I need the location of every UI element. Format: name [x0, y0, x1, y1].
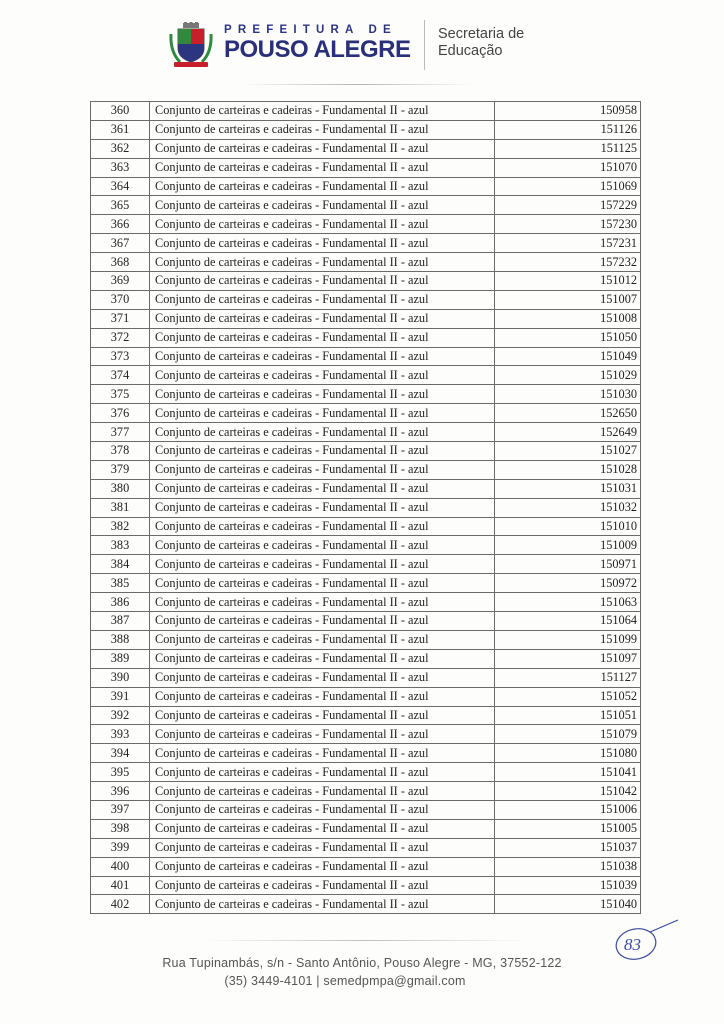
patrimony-number-cell: 151006 [495, 800, 641, 819]
patrimony-number-cell: 151009 [495, 536, 641, 555]
item-description-cell: Conjunto de carteiras e cadeiras - Fundamental II - azul [150, 876, 495, 895]
item-number-cell: 376 [91, 404, 150, 423]
item-number-cell: 373 [91, 347, 150, 366]
item-number-cell: 365 [91, 196, 150, 215]
item-number-cell: 361 [91, 120, 150, 139]
item-number-cell: 380 [91, 479, 150, 498]
item-number-cell: 364 [91, 177, 150, 196]
item-description-cell: Conjunto de carteiras e cadeiras - Fundamental II - azul [150, 253, 495, 272]
item-description-cell: Conjunto de carteiras e cadeiras - Fundamental II - azul [150, 272, 495, 291]
table-row [91, 593, 641, 612]
item-number-cell: 394 [91, 744, 150, 763]
handwritten-page-number [608, 918, 688, 966]
table-row [91, 649, 641, 668]
patrimony-number-cell: 151038 [495, 857, 641, 876]
table-row [91, 120, 641, 139]
patrimony-number-cell: 152649 [495, 423, 641, 442]
patrimony-number-cell: 151031 [495, 479, 641, 498]
item-description-cell: Conjunto de carteiras e cadeiras - Fundamental II - azul [150, 309, 495, 328]
table-row [91, 725, 641, 744]
item-description-cell: Conjunto de carteiras e cadeiras - Fundamental II - azul [150, 102, 495, 121]
table-row [91, 687, 641, 706]
item-number-cell: 366 [91, 215, 150, 234]
patrimony-number-cell: 151052 [495, 687, 641, 706]
patrimony-number-cell: 150972 [495, 574, 641, 593]
patrimony-number-cell: 151039 [495, 876, 641, 895]
patrimony-number-cell: 151012 [495, 272, 641, 291]
table-row [91, 347, 641, 366]
patrimony-number-cell: 151051 [495, 706, 641, 725]
item-description-cell: Conjunto de carteiras e cadeiras - Fundamental II - azul [150, 328, 495, 347]
table-row [91, 479, 641, 498]
table-row [91, 328, 641, 347]
table-row [91, 612, 641, 631]
item-description-cell: Conjunto de carteiras e cadeiras - Fundamental II - azul [150, 290, 495, 309]
patrimony-number-cell: 151063 [495, 593, 641, 612]
patrimony-number-cell: 151028 [495, 460, 641, 479]
item-description-cell: Conjunto de carteiras e cadeiras - Fundamental II - azul [150, 800, 495, 819]
item-description-cell: Conjunto de carteiras e cadeiras - Fundamental II - azul [150, 668, 495, 687]
table-row [91, 366, 641, 385]
table-row [91, 215, 641, 234]
footer-contact: (35) 3449-4101 | semedpmpa@gmail.com [224, 974, 466, 988]
table-row [91, 574, 641, 593]
letterhead [168, 18, 568, 72]
item-number-cell: 393 [91, 725, 150, 744]
table-row [91, 253, 641, 272]
item-number-cell: 362 [91, 139, 150, 158]
footer-rule [200, 940, 530, 941]
item-number-cell: 363 [91, 158, 150, 177]
patrimony-number-cell: 151037 [495, 838, 641, 857]
item-description-cell: Conjunto de carteiras e cadeiras - Fundamental II - azul [150, 763, 495, 782]
footer-address: Rua Tupinambás, s/n - Santo Antônio, Pouso Alegre - MG, 37552-122 [162, 956, 562, 970]
item-description-cell: Conjunto de carteiras e cadeiras - Fundamental II - azul [150, 120, 495, 139]
patrimony-number-cell: 151041 [495, 763, 641, 782]
table-row [91, 876, 641, 895]
patrimony-number-cell: 151029 [495, 366, 641, 385]
item-description-cell: Conjunto de carteiras e cadeiras - Fundamental II - azul [150, 177, 495, 196]
page-number-text: 83 [624, 935, 641, 954]
item-description-cell: Conjunto de carteiras e cadeiras - Fundamental II - azul [150, 593, 495, 612]
patrimony-number-cell: 151027 [495, 442, 641, 461]
item-number-cell: 379 [91, 460, 150, 479]
table-row [91, 819, 641, 838]
patrimony-number-cell: 157229 [495, 196, 641, 215]
patrimony-number-cell: 151007 [495, 290, 641, 309]
patrimony-number-cell: 151097 [495, 649, 641, 668]
item-description-cell: Conjunto de carteiras e cadeiras - Fundamental II - azul [150, 366, 495, 385]
item-number-cell: 392 [91, 706, 150, 725]
item-description-cell: Conjunto de carteiras e cadeiras - Fundamental II - azul [150, 744, 495, 763]
table-row [91, 102, 641, 121]
item-number-cell: 370 [91, 290, 150, 309]
table-row [91, 234, 641, 253]
item-number-cell: 397 [91, 800, 150, 819]
item-description-cell: Conjunto de carteiras e cadeiras - Fundamental II - azul [150, 630, 495, 649]
item-number-cell: 389 [91, 649, 150, 668]
table-row [91, 800, 641, 819]
patrimony-number-cell: 151127 [495, 668, 641, 687]
item-description-cell: Conjunto de carteiras e cadeiras - Fundamental II - azul [150, 423, 495, 442]
patrimony-number-cell: 150971 [495, 555, 641, 574]
table-row [91, 744, 641, 763]
item-description-cell: Conjunto de carteiras e cadeiras - Fundamental II - azul [150, 612, 495, 631]
patrimony-number-cell: 151079 [495, 725, 641, 744]
table-row [91, 158, 641, 177]
item-description-cell: Conjunto de carteiras e cadeiras - Fundamental II - azul [150, 517, 495, 536]
table-row [91, 895, 641, 914]
item-description-cell: Conjunto de carteiras e cadeiras - Fundamental II - azul [150, 196, 495, 215]
item-number-cell: 396 [91, 782, 150, 801]
item-description-cell: Conjunto de carteiras e cadeiras - Fundamental II - azul [150, 385, 495, 404]
patrimony-number-cell: 151049 [495, 347, 641, 366]
department-line-1: Secretaria de [438, 26, 525, 42]
table-row [91, 706, 641, 725]
table-row [91, 309, 641, 328]
item-description-cell: Conjunto de carteiras e cadeiras - Fundamental II - azul [150, 782, 495, 801]
brand-city-name: POUSO ALEGRE [224, 36, 411, 63]
item-description-cell: Conjunto de carteiras e cadeiras - Fundamental II - azul [150, 687, 495, 706]
table-row [91, 272, 641, 291]
table-row [91, 498, 641, 517]
patrimony-number-cell: 151032 [495, 498, 641, 517]
item-number-cell: 401 [91, 876, 150, 895]
table-row [91, 630, 641, 649]
item-number-cell: 377 [91, 423, 150, 442]
item-description-cell: Conjunto de carteiras e cadeiras - Fundamental II - azul [150, 725, 495, 744]
table-row [91, 177, 641, 196]
item-number-cell: 369 [91, 272, 150, 291]
patrimony-number-cell: 151040 [495, 895, 641, 914]
item-number-cell: 360 [91, 102, 150, 121]
table-row [91, 517, 641, 536]
patrimony-number-cell: 152650 [495, 404, 641, 423]
header-rule [240, 84, 475, 85]
item-description-cell: Conjunto de carteiras e cadeiras - Fundamental II - azul [150, 139, 495, 158]
item-number-cell: 387 [91, 612, 150, 631]
item-number-cell: 372 [91, 328, 150, 347]
item-number-cell: 385 [91, 574, 150, 593]
item-description-cell: Conjunto de carteiras e cadeiras - Fundamental II - azul [150, 404, 495, 423]
item-description-cell: Conjunto de carteiras e cadeiras - Fundamental II - azul [150, 215, 495, 234]
item-number-cell: 398 [91, 819, 150, 838]
item-number-cell: 382 [91, 517, 150, 536]
item-number-cell: 395 [91, 763, 150, 782]
item-number-cell: 375 [91, 385, 150, 404]
patrimony-number-cell: 151080 [495, 744, 641, 763]
patrimony-number-cell: 151008 [495, 309, 641, 328]
item-number-cell: 368 [91, 253, 150, 272]
patrimony-number-cell: 151042 [495, 782, 641, 801]
table-row [91, 460, 641, 479]
patrimony-number-cell: 151064 [495, 612, 641, 631]
item-description-cell: Conjunto de carteiras e cadeiras - Fundamental II - azul [150, 460, 495, 479]
item-description-cell: Conjunto de carteiras e cadeiras - Fundamental II - azul [150, 574, 495, 593]
table-row [91, 555, 641, 574]
item-number-cell: 367 [91, 234, 150, 253]
table-row [91, 290, 641, 309]
item-description-cell: Conjunto de carteiras e cadeiras - Fundamental II - azul [150, 158, 495, 177]
item-number-cell: 386 [91, 593, 150, 612]
item-description-cell: Conjunto de carteiras e cadeiras - Fundamental II - azul [150, 347, 495, 366]
table-row [91, 139, 641, 158]
item-number-cell: 390 [91, 668, 150, 687]
coat-of-arms-icon [168, 22, 214, 68]
item-description-cell: Conjunto de carteiras e cadeiras - Fundamental II - azul [150, 895, 495, 914]
item-number-cell: 374 [91, 366, 150, 385]
item-number-cell: 381 [91, 498, 150, 517]
item-description-cell: Conjunto de carteiras e cadeiras - Fundamental II - azul [150, 479, 495, 498]
table-row [91, 782, 641, 801]
item-description-cell: Conjunto de carteiras e cadeiras - Fundamental II - azul [150, 649, 495, 668]
item-description-cell: Conjunto de carteiras e cadeiras - Fundamental II - azul [150, 536, 495, 555]
item-description-cell: Conjunto de carteiras e cadeiras - Fundamental II - azul [150, 819, 495, 838]
patrimony-number-cell: 151069 [495, 177, 641, 196]
table-row [91, 196, 641, 215]
item-number-cell: 383 [91, 536, 150, 555]
item-number-cell: 371 [91, 309, 150, 328]
table-row [91, 857, 641, 876]
patrimony-number-cell: 151030 [495, 385, 641, 404]
item-number-cell: 378 [91, 442, 150, 461]
table-row [91, 423, 641, 442]
item-number-cell: 388 [91, 630, 150, 649]
department-line-2: Educação [438, 43, 503, 59]
department-name [438, 26, 524, 60]
patrimony-number-cell: 151005 [495, 819, 641, 838]
patrimony-number-cell: 151070 [495, 158, 641, 177]
item-number-cell: 391 [91, 687, 150, 706]
header-divider [424, 20, 425, 70]
patrimony-number-cell: 157231 [495, 234, 641, 253]
item-number-cell: 402 [91, 895, 150, 914]
table-row [91, 442, 641, 461]
patrimony-number-cell: 151010 [495, 517, 641, 536]
patrimony-number-cell: 157232 [495, 253, 641, 272]
brand-prefeitura: PREFEITURA DE [224, 24, 397, 36]
item-description-cell: Conjunto de carteiras e cadeiras - Fundamental II - azul [150, 706, 495, 725]
table-row [91, 385, 641, 404]
patrimony-number-cell: 151099 [495, 630, 641, 649]
table-row [91, 838, 641, 857]
table-row [91, 404, 641, 423]
item-description-cell: Conjunto de carteiras e cadeiras - Fundamental II - azul [150, 498, 495, 517]
item-description-cell: Conjunto de carteiras e cadeiras - Fundamental II - azul [150, 555, 495, 574]
patrimony-number-cell: 151126 [495, 120, 641, 139]
inventory-table [90, 101, 641, 914]
item-number-cell: 400 [91, 857, 150, 876]
patrimony-number-cell: 151050 [495, 328, 641, 347]
item-description-cell: Conjunto de carteiras e cadeiras - Fundamental II - azul [150, 838, 495, 857]
patrimony-number-cell: 157230 [495, 215, 641, 234]
table-row [91, 668, 641, 687]
item-number-cell: 384 [91, 555, 150, 574]
item-number-cell: 399 [91, 838, 150, 857]
table-row [91, 536, 641, 555]
table-row [91, 763, 641, 782]
patrimony-number-cell: 150958 [495, 102, 641, 121]
item-description-cell: Conjunto de carteiras e cadeiras - Fundamental II - azul [150, 857, 495, 876]
patrimony-number-cell: 151125 [495, 139, 641, 158]
item-description-cell: Conjunto de carteiras e cadeiras - Fundamental II - azul [150, 234, 495, 253]
item-description-cell: Conjunto de carteiras e cadeiras - Fundamental II - azul [150, 442, 495, 461]
